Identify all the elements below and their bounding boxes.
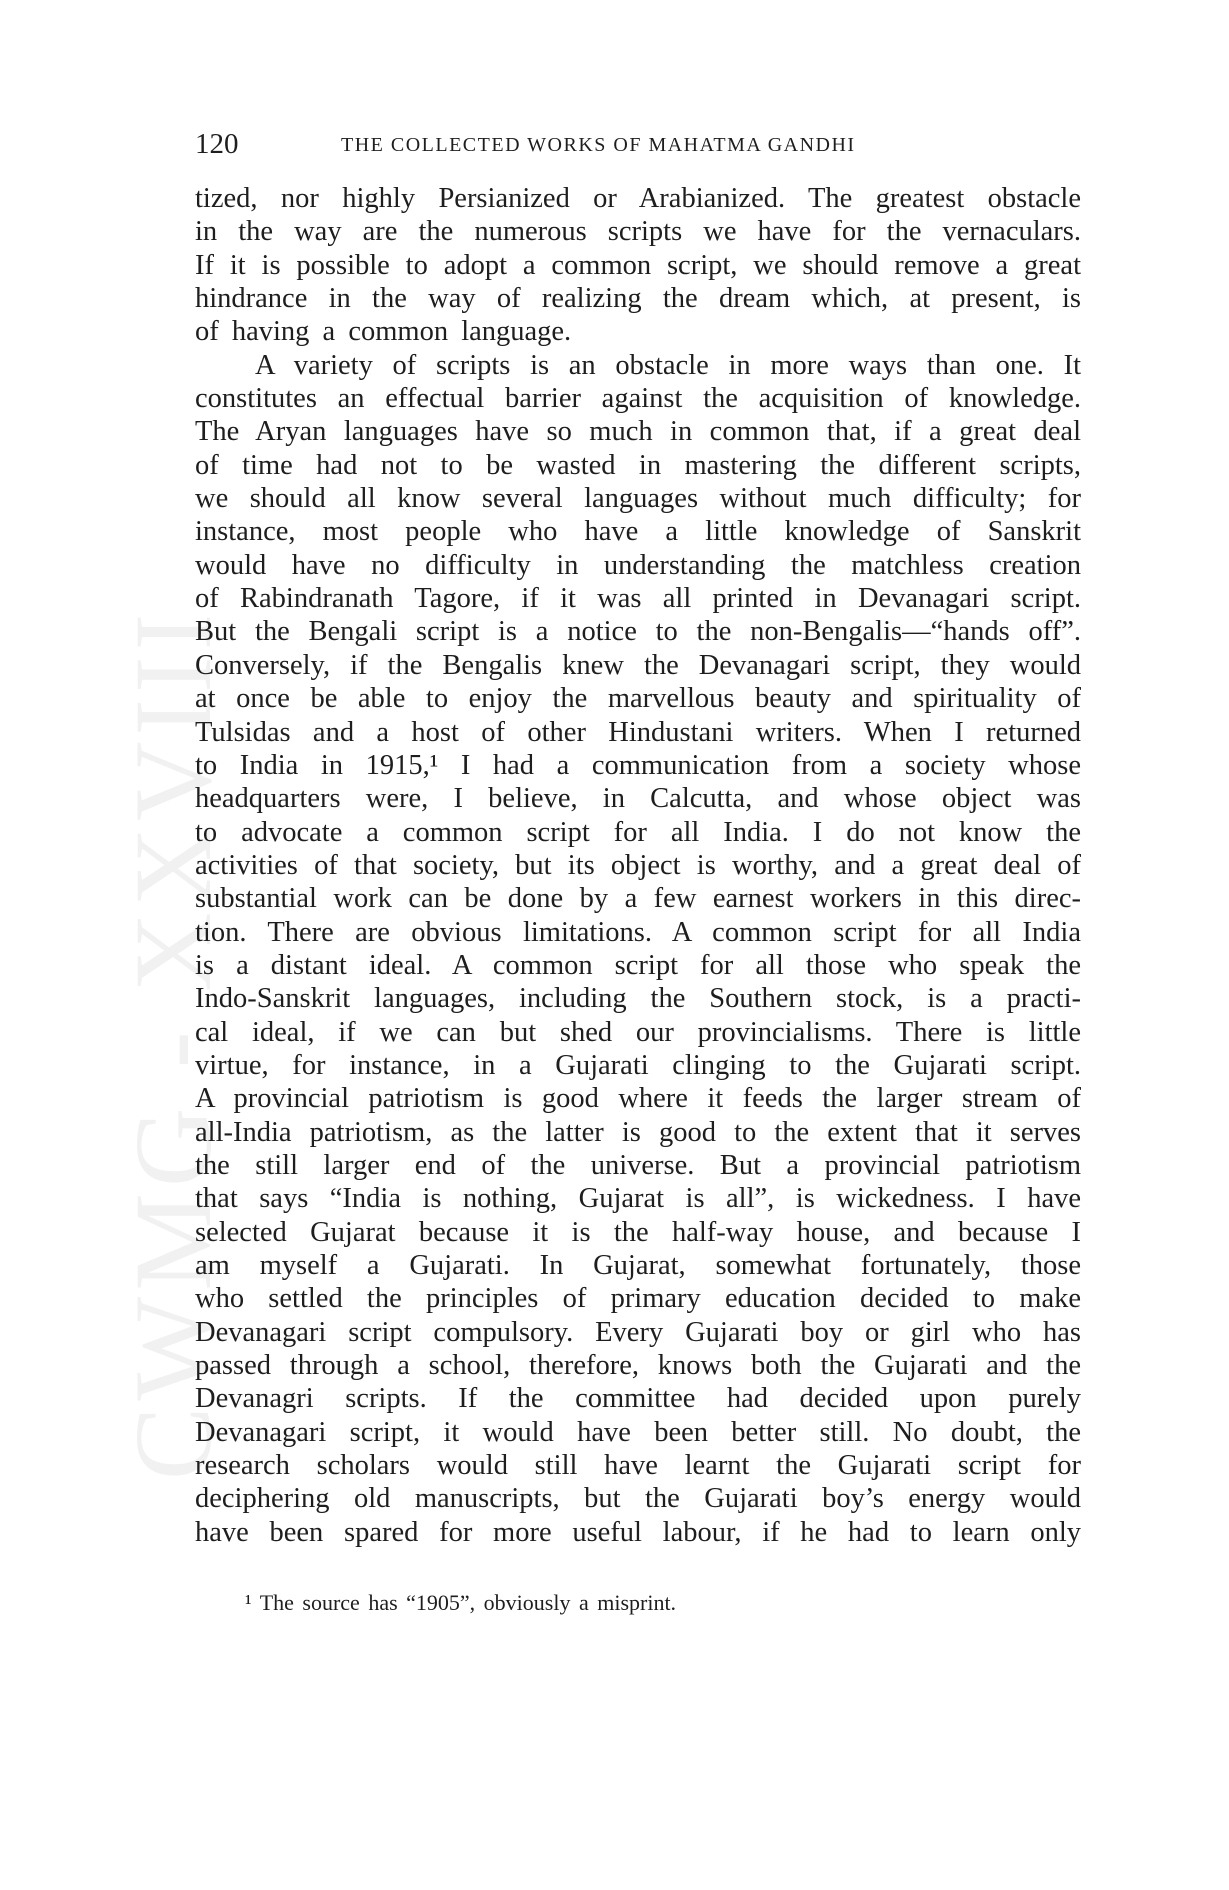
text-line: would have no difficulty in understanding the matchless creation xyxy=(195,549,1081,581)
text-line: passed through a school, therefore, knows both the Gujarati and the xyxy=(195,1350,1081,1382)
text-line: have been spared for more useful labour, if he had to learn only xyxy=(195,1516,1081,1548)
text-line: tized, nor highly Persianized or Arabianized. The greatest obstacle xyxy=(195,183,1081,214)
text-line: who settled the principles of primary education decided to make xyxy=(195,1283,1081,1315)
text-line: to India in 1915,¹ I had a communication from a society whose xyxy=(195,749,1081,781)
text-line: is a distant ideal. A common script for all those who speak the xyxy=(195,949,1081,981)
text-line: tion. There are obvious limitations. A common script for all India xyxy=(195,916,1081,948)
text-line: Devanagri scripts. If the committee had decided upon purely xyxy=(195,1383,1081,1415)
page-header xyxy=(195,128,1081,162)
text-line: Conversely, if the Bengalis knew the Devanagari script, they would xyxy=(195,649,1081,681)
running-title: THE COLLECTED WORKS OF MAHATMA GANDHI xyxy=(341,134,856,156)
text-line: in the way are the numerous scripts we have for the vernaculars. xyxy=(195,216,1081,248)
text-line: But the Bengali script is a notice to the non-Bengalis—“hands off”. xyxy=(195,616,1081,648)
text-line: hindrance in the way of realizing the dream which, at present, is xyxy=(195,283,1081,315)
body-text xyxy=(195,182,1081,1549)
text-line: Devanagari script, it would have been better still. No doubt, the xyxy=(195,1416,1081,1448)
text-line: of having a common language. xyxy=(195,316,572,348)
text-line: Indo-Sanskrit languages, including the Southern stock, is a practi- xyxy=(195,983,1081,1015)
text-line: all-India patriotism, as the latter is good to the extent that it serves xyxy=(195,1116,1081,1148)
text-line: headquarters were, I believe, in Calcutta, and whose object was xyxy=(195,783,1081,815)
text-line: A provincial patriotism is good where it feeds the larger stream of xyxy=(195,1083,1081,1115)
text-line: activities of that society, but its object is worthy, and a great deal of xyxy=(195,849,1081,881)
text-line: of Rabindranath Tagore, if it was all printed in Devanagari script. xyxy=(195,583,1081,615)
text-line: cal ideal, if we can but shed our provincialisms. There is little xyxy=(195,1016,1081,1048)
text-line: A variety of scripts is an obstacle in more ways than one. It xyxy=(255,349,1081,381)
text-line: deciphering old manuscripts, but the Gujarati boy’s energy would xyxy=(195,1483,1081,1515)
text-line: that says “India is nothing, Gujarat is all”, is wickedness. I have xyxy=(195,1183,1081,1215)
text-line: am myself a Gujarati. In Gujarat, somewhat fortunately, those xyxy=(195,1250,1081,1281)
page-number: 120 xyxy=(195,128,239,160)
text-line: Devanagari script compulsory. Every Gujarati boy or girl who has xyxy=(195,1316,1081,1348)
text-line: The Aryan languages have so much in common that, if a great deal xyxy=(195,416,1081,448)
text-line: virtue, for instance, in a Gujarati clinging to the Gujarati script. xyxy=(195,1049,1081,1081)
text-line: of time had not to be wasted in mastering the different scripts, xyxy=(195,449,1081,481)
text-line: to advocate a common script for all India. I do not know the xyxy=(195,816,1081,848)
text-line: If it is possible to adopt a common script, we should remove a great xyxy=(195,249,1081,281)
text-line: research scholars would still have learnt the Gujarati script for xyxy=(195,1450,1081,1482)
text-line: selected Gujarat because it is the half-way house, and because I xyxy=(195,1216,1081,1248)
text-line: instance, most people who have a little knowledge of Sanskrit xyxy=(195,516,1081,548)
watermark: CWMG - XXVIII xyxy=(112,607,234,1480)
text-line: at once be able to enjoy the marvellous beauty and spirituality of xyxy=(195,683,1081,715)
text-line: Tulsidas and a host of other Hindustani writers. When I returned xyxy=(195,716,1081,748)
text-line: substantial work can be done by a few earnest workers in this direc- xyxy=(195,883,1081,915)
text-line: constitutes an effectual barrier against the acquisition of knowledge. xyxy=(195,383,1081,415)
text-line: the still larger end of the universe. But a provincial patriotism xyxy=(195,1149,1081,1181)
text-line: we should all know several languages without much difficulty; for xyxy=(195,483,1081,515)
footnote: ¹ The source has “1905”, obviously a misprint. xyxy=(245,1590,677,1615)
